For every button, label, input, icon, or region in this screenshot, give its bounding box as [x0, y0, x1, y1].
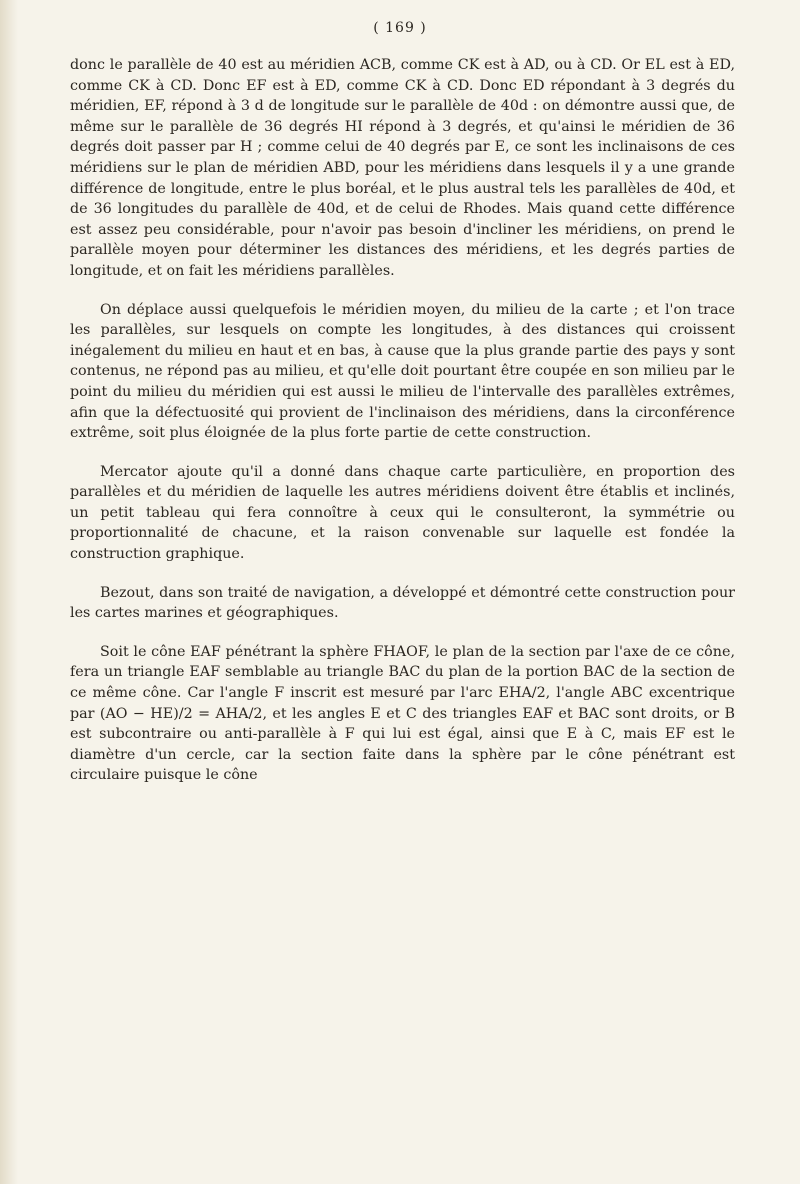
- page-number: ( 169 ): [373, 20, 427, 36]
- paragraph-4: Bezout, dans son traité de navigation, a développé et démontré cette construction pour les cartes marines et géographiques.: [70, 584, 735, 622]
- body-text: [70, 55, 735, 804]
- paragraph-2: On déplace aussi quelquefois le méridien moyen, du milieu de la carte ; et l'on trace les parallèles, sur lesquels on compte les longitudes, à des distances qui croissent inégalement du milieu en haut et en bas, à cause que la plus grande partie des pays y sont contenus, ne répond pas au milieu, et qu'elle doit pourtant être coupée en son milieu par le point du milieu du méridien qui est aussi le milieu de l'intervalle des parallèles extrêmes, afin que la défectuosité qui provient de l'inclinaison des méridiens, dans la circonférence extrême, soit plus éloignée de la plus forte partie de cette construction.: [70, 301, 735, 442]
- paragraph-5: Soit le cône EAF pénétrant la sphère FHAOF, le plan de la section par l'axe de ce cône, fera un triangle EAF semblable au triangle BAC du plan de la portion BAC de la section de ce même cône. Car l'angle F inscrit est mesuré par l'arc EHA/2, l'angle ABC excentrique par (AO − HE)/2 = AHA/2, et les angles E et C des triangles EAF et BAC sont droits, or B est subcontraire ou anti-parallèle à F qui lui est égal, ainsi que E à C, mais EF est le diamètre d'un cercle, car la section faite dans la sphère par le cône pénétrant est circulaire puisque le cône: [70, 643, 735, 784]
- paragraph-1: donc le parallèle de 40 est au méridien ACB, comme CK est à AD, ou à CD. Or EL est à ED, comme CK à CD. Donc EF est à ED, comme CK à CD. Donc ED répondant à 3 degrés du méridien, EF, répond à 3 d de longitude sur le parallèle de 40d : on démontre aussi que, de même sur le parallèle de 36 degrés HI répond à 3 degrés, et qu'ainsi le méridien de 36 degrés doit passer par H ; comme celui de 40 degrés par E, ce sont les inclinaisons de ces méridiens sur le plan de méridien ABD, pour les méridiens dans lesquels il y a une grande différence de longitude, entre le plus boréal, et le plus austral tels les parallèles de 40d, et de 36 longitudes du parallèle de 40d, et de celui de Rhodes. Mais quand cette différence est assez peu considérable, pour n'avoir pas besoin d'incliner les méridiens, on prend le parallèle moyen pour déterminer les distances des méridiens, et les degrés parties de longitude, et on fait les méridiens parallèles.: [70, 57, 735, 279]
- paragraph-3: Mercator ajoute qu'il a donné dans chaque carte particulière, en proportion des parallèles et du méridien de laquelle les autres méridiens doivent être établis et inclinés, un petit tableau qui fera connoître à ceux qui le consulteront, la symmétrie ou proportionnalité de chacune, et la raison convenable sur laquelle est fondée la construction graphique.: [70, 463, 735, 563]
- page-edge: [0, 0, 18, 1184]
